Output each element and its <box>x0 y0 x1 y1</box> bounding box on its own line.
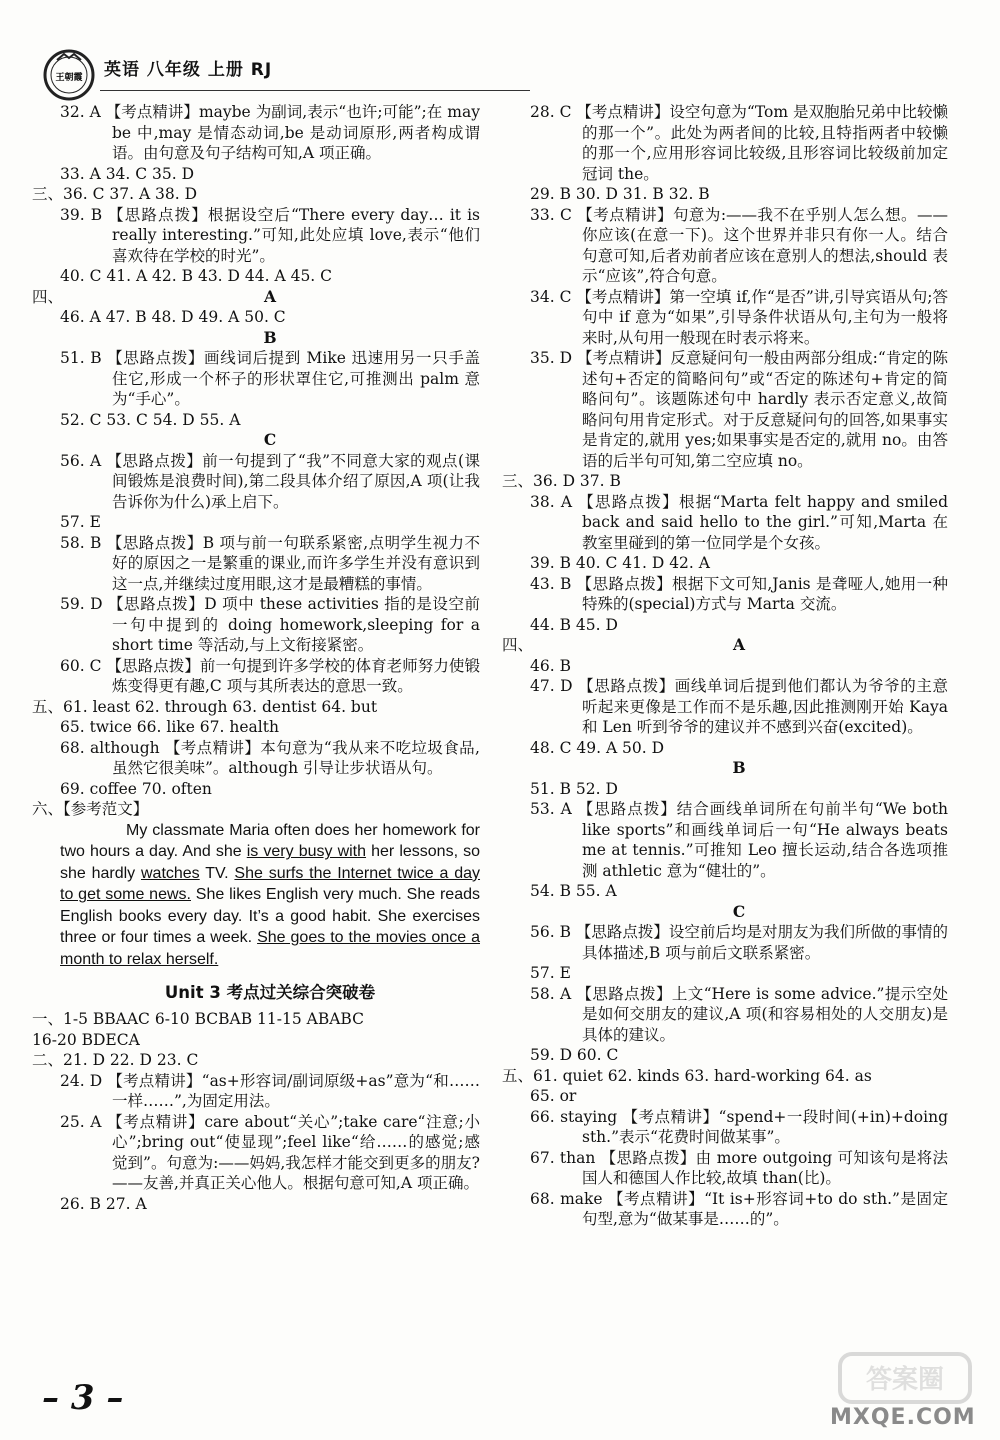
sample-essay <box>60 820 480 971</box>
left-column: 32. A 【考点精讲】maybe 为副词,表示“也许;可能”;在 may be 中,may 是情态动词,be 是动词原形,两者构成谓语。由句意及句子结构可知,A 项正确。 33. A 34. C 35. D 三、36. C 37. A 38. D 39. B 【思路点拨】根据设空后“There every day… it is really interesting.”可知,此处应填 love,表示“他们喜欢待在学校的时光”。 40. C 41. A 42. B 43. D 44. A 45. C 四、 A 46. A 47. B 48. D 49. A 50. C B 51. B 【思路点拨】画线词后提到 Mike 迅速用另一只手盖住它,形成一个杯子的形状罩住它,可推测出 palm 意为“手心”。 52. C 53. C 54. D 55. A C 56. A 【思路点拨】前一句提到了“我”不同意大家的观点(课间锻炼是浪费时间),第二段具体介绍了原因,A 项(让我告诉你为什么)承上启下。 57. E 58. B 【思路点拨】B 项与前一句联系紧密,点明学生视力不好的原因之一是繁重的课业,而许多学生并没有意识到这一点,并继续过度用眼,这才是最糟糕的事情。 59. D 【思路点拨】D 项中 these activities 指的是设空前一句中提到的 doing homework,sleeping for a short time 等活动,与上文衔接紧密。 60. C 【思路点拨】前一句提到许多学校的体育老师努力使锻炼变得更有趣,C 项与其所表达的意思一致。 五、61. least 62. through 63. dentist 64. but 65. twice 66. like 67. health 68. although 【考点精讲】本句意为“我从来不吃垃圾食品,虽然它很美味”。although 引导让步状语从句。 69. coffee 70. often 六、【参考范文】 My classmate Maria often does her homework for two hours a day. And she is very busy with her lessons, so she hardly watches TV. She surfs the Internet twice a day to get some news. She likes English very much. She reads English books every day. It’s a good habit. She exercises three or four times a week. She goes to the movies once a month to relax herself. Unit 3 考点过关综合突破卷 一、1-5 BBAAC 6-10 BCBAB 11-15 ABABC 16-20 BDECA 二、21. D 22. D 23. C 24. D 【考点精讲】“as+形容词/副词原级+as”意为“和……一样……”,为固定用法。 25. A 【考点精讲】care about“关心”;take care“注意;小心”;bring out“使显现”;feel like“给……的感觉;感觉到”。句意为:——妈妈,我怎样才能交到更多的朋友?——友善,并真正关心他人。根据句意可知,A 项正确。 26. B 27. A <box>32 103 481 1213</box>
answer-34: 34. C 【考点精讲】第一空填 if,作“是否”讲,引导宾语从句;答句中 if 意为“如果”,引导条件状语从句,主句为一般将来时,从句用一般现在时表示将来。 <box>530 287 948 347</box>
answer-38: 38. A 【思路点拨】根据“Marta felt happy and smiled back and said hello to the girl.”可知,Marta 在教室里碰到的第一位同学是个女孩。 <box>530 492 948 552</box>
section-6-label: 六、【参考范文】 <box>32 800 149 818</box>
answer-35: 35. D 【考点精讲】反意疑问句一般由两部分组成:“肯定的陈述句+否定的简略问句”或“否定的陈述句+肯定的简略问句”。该题陈述句中 hardly 表示否定意义,故简略问句用肯定形式。对于反意疑问句的回答,如果事实是肯定的,就用 yes;如果事实是否定的,就用 no。由答语的后半句可知,第二空应填 no。 <box>530 349 948 470</box>
answer-66: 66. staying 【考点精讲】“spend+一段时间(+in)+doing sth.”表示“花费时间做某事”。 <box>530 1107 948 1146</box>
section-4-a-label: A <box>732 635 746 654</box>
answer-28: 28. C 【考点精讲】设空句意为“Tom 是双胞胎兄弟中比较懒的那一个”。此处为两者间的比较,且特指两者中较懒的那一个,应用形容词比较级,且形容词比较级前加定冠词 the。 <box>530 103 948 183</box>
answer-39-42: 39. B 40. C 41. D 42. A <box>530 554 710 572</box>
section-4-b-label: B <box>732 758 746 777</box>
page-number: – 3 – <box>42 1378 124 1418</box>
unit-title: Unit 3 考点过关综合突破卷 <box>164 982 376 1002</box>
answer-51: 51. B 【思路点拨】画线词后提到 Mike 迅速用另一只手盖住它,形成一个杯子的形状罩住它,可推测出 palm 意为“手心”。 <box>60 349 480 408</box>
answer-46-50: 46. A 47. B 48. D 49. A 50. C <box>60 308 286 326</box>
watermark-text: MXQE.COM <box>830 1405 976 1430</box>
book-logo-icon <box>42 48 96 102</box>
section-4-c-label: C <box>263 430 277 449</box>
answer-36-37: 三、36. D 37. B <box>502 472 621 490</box>
answer-56: 56. A 【思路点拨】前一句提到了“我”不同意大家的观点(课间锻炼是浪费时间),第二段具体介绍了原因,A 项(让我告诉你为什么)承上启下。 <box>60 451 480 511</box>
header-rule <box>100 90 530 91</box>
answer-43: 43. B 【思路点拨】根据下文可知,Janis 是聋哑人,她用一种特殊的(special)方式与 Marta 交流。 <box>530 574 948 613</box>
u3-answer-24: 24. D 【考点精讲】“as+形容词/副词原级+as”意为“和……一样……”,为固定用法。 <box>60 1071 480 1111</box>
answer-44-45: 44. B 45. D <box>530 615 618 634</box>
section-4-b-label: B <box>263 327 277 347</box>
answer-65-67: 65. twice 66. like 67. health <box>60 718 279 736</box>
answer-33: 33. C 【考点精讲】句意为:——我不在乎别人怎么想。——你应该(在意一下)。这个世界并非只有你一人。结合句意可知,后者劝前者应该在意别人的想法,should 表示“应该”,符合句意。 <box>530 205 948 285</box>
essay-underline-2: watches <box>140 864 200 882</box>
right-column: 28. C 【考点精讲】设空句意为“Tom 是双胞胎兄弟中比较懒的那一个”。此处为两者间的比较,且特指两者中较懒的那一个,应用形容词比较级,且形容词比较级前加定冠词 the。 29. B 30. D 31. B 32. B 33. C 【考点精讲】句意为:——我不在乎别人怎么想。——你应该(在意一下)。这个世界并非只有你一人。结合句意可知,后者劝前者应该在意别人的想法,should 表示“应该”,符合句意。 34. C 【考点精讲】第一空填 if,作“是否”讲,引导宾语从句;答句中 if 意为“如果”,引导条件状语从句,主句为一般将来时,从句用一般现在时表示将来。 35. D 【考点精讲】反意疑问句一般由两部分组成:“肯定的陈述句+否定的简略问句”或“否定的陈述句+肯定的简略问句”。该题陈述句中 hardly 表示否定意义,故简略问句用肯定形式。对于反意疑问句的回答,如果事实是肯定的,就用 yes;如果事实是否定的,就用 no。由答语的后半句可知,第二空应填 no。 三、36. D 37. B 38. A 【思路点拨】根据“Marta felt happy and smiled back and said hello to the girl.”可知,Marta 在教室里碰到的第一位同学是个女孩。 39. B 40. C 41. D 42. A 43. B 【思路点拨】根据下文可知,Janis 是聋哑人,她用一种特殊的(special)方式与 Marta 交流。 44. B 45. D 四、 A 46. B 47. D 【思路点拨】画线单词后提到他们都认为爷爷的主意听起来更像是工作而不是乐趣,因此推测刚开始 Kaya 和 Len 听到爷爷的建议并不感到兴奋(excited)。 48. C 49. A 50. D B 51. B 52. D 53. A 【思路点拨】结合画线单词所在句前半句“We both like sports”和画线单词后一句“He always beats me at tennis.”可推知 Leo 擅长运动,结合各选项推测 athletic 意为“健壮的”。 54. B 55. A C 56. B 【思路点拨】设空前后均是对朋友为我们所做的事情的具体描述,B 项与前后文联系紧密。 57. E 58. A 【思路点拨】上文“Here is some advice.”提示空处是如何交朋友的建议,A 项(和容易相处的人交朋友)是具体的建议。 59. D 60. C 五、61. quiet 62. kinds 63. hard-working 64. as 65. or 66. staying 【考点精讲】“spend+一段时间(+in)+doing sth.”表示“花费时间做某事”。 67. than 【思路点拨】由 more outgoing 可知该句是将法国人和德国人作比较,故填 than(比)。 68. make 【考点精讲】“It is+形容词+to do sth.”是固定句型,意为“做某事是……的”。 <box>502 103 948 1228</box>
answer-36-38: 三、36. C 37. A 38. D <box>32 185 198 203</box>
u3-answer-16-20: 16-20 BDECA <box>32 1030 140 1049</box>
answer-65: 65. or <box>530 1087 577 1105</box>
u3-answer-21-23: 二、21. D 22. D 23. C <box>32 1051 199 1070</box>
essay-underline-4: She goes to the movies once a month to relax herself. <box>60 929 480 969</box>
answer-39: 39. B 【思路点拨】根据设空后“There every day… it is really interesting.”可知,此处应填 love,表示“他们喜欢待在学校的时光”。 <box>60 205 480 265</box>
answer-60: 60. C 【思路点拨】前一句提到许多学校的体育老师努力使锻炼变得更有趣,C 项与其所表达的意思一致。 <box>60 656 480 695</box>
header-title: 英语 八年级 上册 RJ <box>104 60 273 80</box>
essay-part-3: TV. <box>199 864 235 882</box>
answer-69-70: 69. coffee 70. often <box>60 779 212 798</box>
essay-underline-1: is very busy with <box>246 843 367 861</box>
answer-59-60: 59. D 60. C <box>530 1046 619 1064</box>
answer-59: 59. D 【思路点拨】D 项中 these activities 指的是设空前一句中提到的 doing homework,sleeping for a short time 等活动,与上文衔接紧密。 <box>60 595 480 654</box>
answer-52-55: 52. C 53. C 54. D 55. A <box>60 410 241 429</box>
answer-68: 68. although 【考点精讲】本句意为“我从来不吃垃圾食品,虽然它很美味”。although 引导让步状语从句。 <box>60 738 480 777</box>
essay-part-1: My classmate Maria often does her homework for two hours a day. And she <box>60 821 480 861</box>
answer-57: 57. E <box>60 513 101 531</box>
answer-61-64: 五、61. quiet 62. kinds 63. hard-working 64. as <box>502 1066 872 1085</box>
answer-58: 58. B 【思路点拨】B 项与前一句联系紧密,点明学生视力不好的原因之一是繁重的课业,而许多学生并没有意识到这一点,并继续过度用眼,这才是最糟糕的事情。 <box>60 533 480 593</box>
u3-answer-26-27: 26. B 27. A <box>60 1194 147 1213</box>
page-header <box>42 48 962 102</box>
answer-53: 53. A 【思路点拨】结合画线单词所在句前半句“We both like sports”和画线单词后一句“He always beats me at tennis.”可推知 Leo 擅长运动,结合各选项推测 athletic 意为“健壮的”。 <box>530 800 948 880</box>
page-number-value: 3 <box>70 1378 95 1418</box>
answer-54-55: 54. B 55. A <box>530 882 617 900</box>
answer-51-52: 51. B 52. D <box>530 779 618 798</box>
answer-67: 67. than 【思路点拨】由 more outgoing 可知该句是将法国人和德国人作比较,故填 than(比)。 <box>530 1148 948 1187</box>
answer-29-32: 29. B 30. D 31. B 32. B <box>530 185 710 203</box>
answer-33-35: 33. A 34. C 35. D <box>60 164 195 183</box>
answer-48-50: 48. C 49. A 50. D <box>530 738 665 757</box>
answer-40-45: 40. C 41. A 42. B 43. D 44. A 45. C <box>60 267 333 285</box>
answer-58: 58. A 【思路点拨】上文“Here is some advice.”提示空处是如何交朋友的建议,A 项(和容易相处的人交朋友)是具体的建议。 <box>530 984 948 1044</box>
logo-text: 王朝霞 <box>55 73 83 83</box>
svg-text:答案圈: 答案圈 <box>865 1365 945 1395</box>
u3-answer-25: 25. A 【考点精讲】care about“关心”;take care“注意;小心”;bring out“使显现”;feel like“给……的感觉;感觉到”。句意为:——妈妈,我怎样才能交到更多的朋友?——友善,并真正关心他人。根据句意可知,A 项正确。 <box>60 1112 480 1193</box>
section-4-c-label: C <box>732 901 746 921</box>
answer-32: 32. A 【考点精讲】maybe 为副词,表示“也许;可能”;在 may be 中,may 是情态动词,be 是动词原形,两者构成谓语。由句意及句子结构可知,A 项正确。 <box>60 103 480 162</box>
answer-57: 57. E <box>530 964 571 982</box>
answer-46: 46. B <box>530 656 571 675</box>
essay-part-2: her lessons, so she hardly <box>60 843 480 882</box>
answer-61-64: 五、61. least 62. through 63. dentist 64. but <box>32 697 378 716</box>
essay-underline-3: She surfs the Internet twice a day to get some news. <box>60 864 481 904</box>
answer-68: 68. make 【考点精讲】“It is+形容词+to do sth.”是固定句型,意为“做某事是……的”。 <box>530 1189 948 1228</box>
answer-47: 47. D 【思路点拨】画线单词后提到他们都认为爷爷的主意听起来更像是工作而不是乐趣,因此推测刚开始 Kaya 和 Len 听到爷爷的建议并不感到兴奋(excited)。 <box>530 677 948 736</box>
answer-56: 56. B 【思路点拨】设空前后均是对朋友为我们所做的事情的具体描述,B 项与前后文联系紧密。 <box>530 923 948 962</box>
section-4-a-label: A <box>263 286 277 306</box>
essay-part-4: She likes English very much. She reads English books every day. It’s a good habit. She exercises three or four times a week. <box>60 886 481 947</box>
u3-answer-1-15: 一、1-5 BBAAC 6-10 BCBAB 11-15 ABABC <box>32 1010 364 1029</box>
